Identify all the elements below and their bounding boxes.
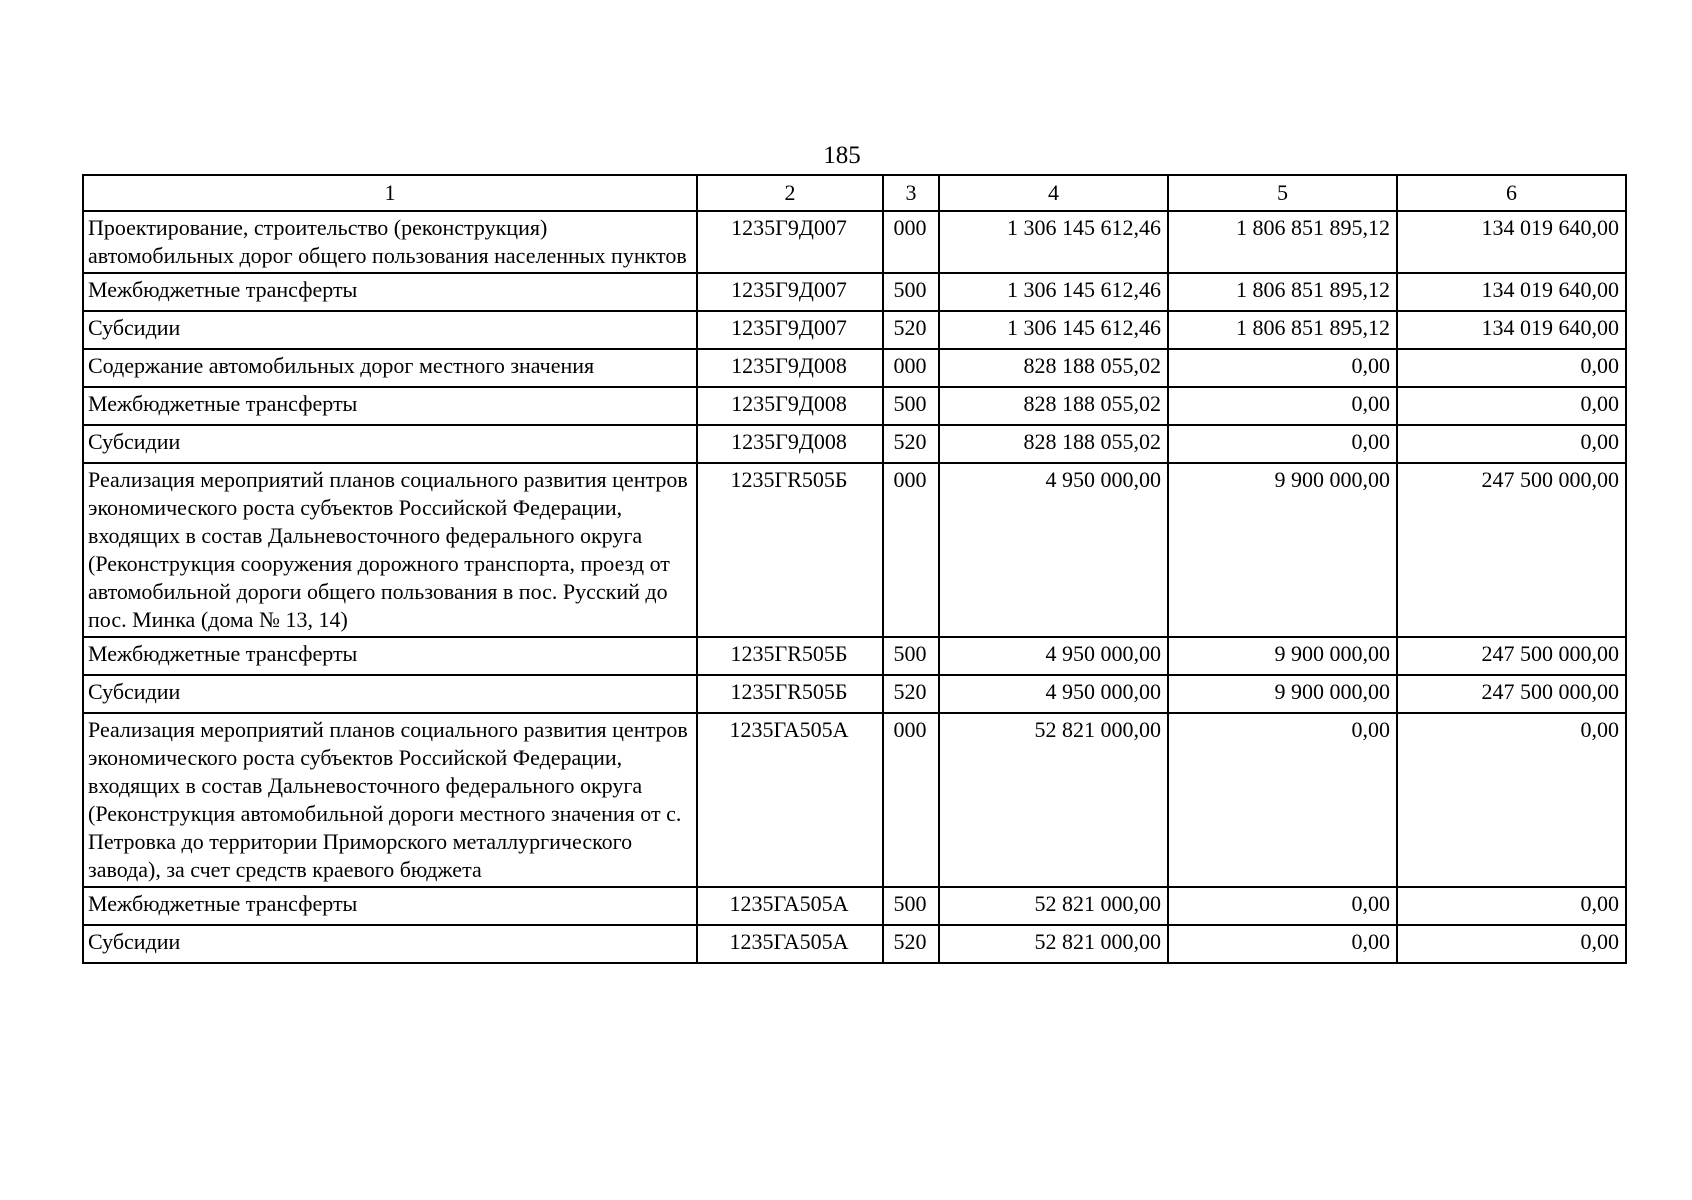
row-value-5: 1 806 851 895,12 — [1168, 311, 1397, 349]
budget-table — [82, 174, 1627, 964]
table-row — [83, 637, 1626, 675]
row-value-6: 247 500 000,00 — [1397, 463, 1626, 637]
table-row — [83, 273, 1626, 311]
table-row — [83, 349, 1626, 387]
row-code: 1235ГА505А — [697, 925, 883, 963]
row-value-6: 0,00 — [1397, 887, 1626, 925]
row-name: Реализация мероприятий планов социального развития центров экономического роста субъектов Российской Федерации, входящих в состав Дальневосточного федерального округа (Реконструкция автомобильной дороги местного значения от с. Петровка до территории Приморского металлургического завода), за счет средств краевого бюджета — [83, 713, 697, 887]
row-kind: 520 — [883, 675, 939, 713]
row-name: Субсидии — [83, 311, 697, 349]
table-row — [83, 463, 1626, 637]
row-value-6: 0,00 — [1397, 387, 1626, 425]
row-value-4: 4 950 000,00 — [939, 463, 1168, 637]
row-code: 1235Г9Д007 — [697, 311, 883, 349]
row-code: 1235Г9Д007 — [697, 273, 883, 311]
row-value-4: 828 188 055,02 — [939, 349, 1168, 387]
row-value-4: 828 188 055,02 — [939, 387, 1168, 425]
table-row — [83, 887, 1626, 925]
row-value-6: 247 500 000,00 — [1397, 675, 1626, 713]
row-value-5: 0,00 — [1168, 349, 1397, 387]
row-kind: 000 — [883, 211, 939, 273]
row-name: Межбюджетные трансферты — [83, 887, 697, 925]
row-value-5: 9 900 000,00 — [1168, 637, 1397, 675]
row-kind: 520 — [883, 311, 939, 349]
row-kind: 500 — [883, 273, 939, 311]
row-kind: 520 — [883, 425, 939, 463]
row-value-6: 0,00 — [1397, 925, 1626, 963]
column-header-2: 2 — [697, 175, 883, 211]
table-row — [83, 387, 1626, 425]
row-name: Проектирование, строительство (реконструкция) автомобильных дорог общего пользования населенных пунктов — [83, 211, 697, 273]
row-value-4: 1 306 145 612,46 — [939, 211, 1168, 273]
row-code: 1235ГR505Б — [697, 463, 883, 637]
row-kind: 500 — [883, 637, 939, 675]
row-name: Субсидии — [83, 675, 697, 713]
column-header-4: 4 — [939, 175, 1168, 211]
row-kind: 000 — [883, 713, 939, 887]
row-value-6: 247 500 000,00 — [1397, 637, 1626, 675]
column-header-3: 3 — [883, 175, 939, 211]
table-row — [83, 211, 1626, 273]
row-name: Межбюджетные трансферты — [83, 387, 697, 425]
row-value-6: 134 019 640,00 — [1397, 211, 1626, 273]
row-name: Субсидии — [83, 925, 697, 963]
row-value-4: 4 950 000,00 — [939, 637, 1168, 675]
row-value-5: 9 900 000,00 — [1168, 463, 1397, 637]
row-kind: 500 — [883, 387, 939, 425]
table-row — [83, 311, 1626, 349]
table-row — [83, 713, 1626, 887]
row-value-5: 0,00 — [1168, 387, 1397, 425]
row-value-5: 1 806 851 895,12 — [1168, 211, 1397, 273]
row-name: Межбюджетные трансферты — [83, 637, 697, 675]
table-row — [83, 425, 1626, 463]
row-value-5: 9 900 000,00 — [1168, 675, 1397, 713]
column-header-6: 6 — [1397, 175, 1626, 211]
column-header-1: 1 — [83, 175, 697, 211]
row-value-5: 0,00 — [1168, 887, 1397, 925]
table-row — [83, 675, 1626, 713]
row-value-4: 1 306 145 612,46 — [939, 311, 1168, 349]
row-code: 1235ГR505Б — [697, 637, 883, 675]
row-value-4: 52 821 000,00 — [939, 925, 1168, 963]
row-value-4: 4 950 000,00 — [939, 675, 1168, 713]
row-code: 1235ГА505А — [697, 713, 883, 887]
row-value-6: 134 019 640,00 — [1397, 273, 1626, 311]
column-header-5: 5 — [1168, 175, 1397, 211]
row-code: 1235Г9Д008 — [697, 349, 883, 387]
page-number: 185 — [823, 142, 861, 169]
table-header-row — [83, 175, 1626, 211]
row-kind: 000 — [883, 463, 939, 637]
row-value-6: 0,00 — [1397, 425, 1626, 463]
row-value-4: 1 306 145 612,46 — [939, 273, 1168, 311]
row-kind: 000 — [883, 349, 939, 387]
row-kind: 520 — [883, 925, 939, 963]
row-value-6: 0,00 — [1397, 713, 1626, 887]
row-value-6: 134 019 640,00 — [1397, 311, 1626, 349]
row-value-5: 0,00 — [1168, 713, 1397, 887]
row-value-6: 0,00 — [1397, 349, 1626, 387]
row-value-4: 52 821 000,00 — [939, 887, 1168, 925]
row-kind: 500 — [883, 887, 939, 925]
row-name: Межбюджетные трансферты — [83, 273, 697, 311]
row-value-5: 0,00 — [1168, 925, 1397, 963]
row-code: 1235Г9Д008 — [697, 425, 883, 463]
row-value-5: 0,00 — [1168, 425, 1397, 463]
row-code: 1235Г9Д007 — [697, 211, 883, 273]
row-code: 1235ГА505А — [697, 887, 883, 925]
row-name: Субсидии — [83, 425, 697, 463]
row-code: 1235ГR505Б — [697, 675, 883, 713]
row-value-4: 828 188 055,02 — [939, 425, 1168, 463]
row-name: Реализация мероприятий планов социального развития центров экономического роста субъектов Российской Федерации, входящих в состав Дальневосточного федерального округа (Реконструкция сооружения дорожного транспорта, проезд от автомобильной дороги общего пользования в пос. Русский до пос. Минка (дома № 13, 14) — [83, 463, 697, 637]
table-row — [83, 925, 1626, 963]
row-code: 1235Г9Д008 — [697, 387, 883, 425]
row-name: Содержание автомобильных дорог местного значения — [83, 349, 697, 387]
row-value-5: 1 806 851 895,12 — [1168, 273, 1397, 311]
row-value-4: 52 821 000,00 — [939, 713, 1168, 887]
